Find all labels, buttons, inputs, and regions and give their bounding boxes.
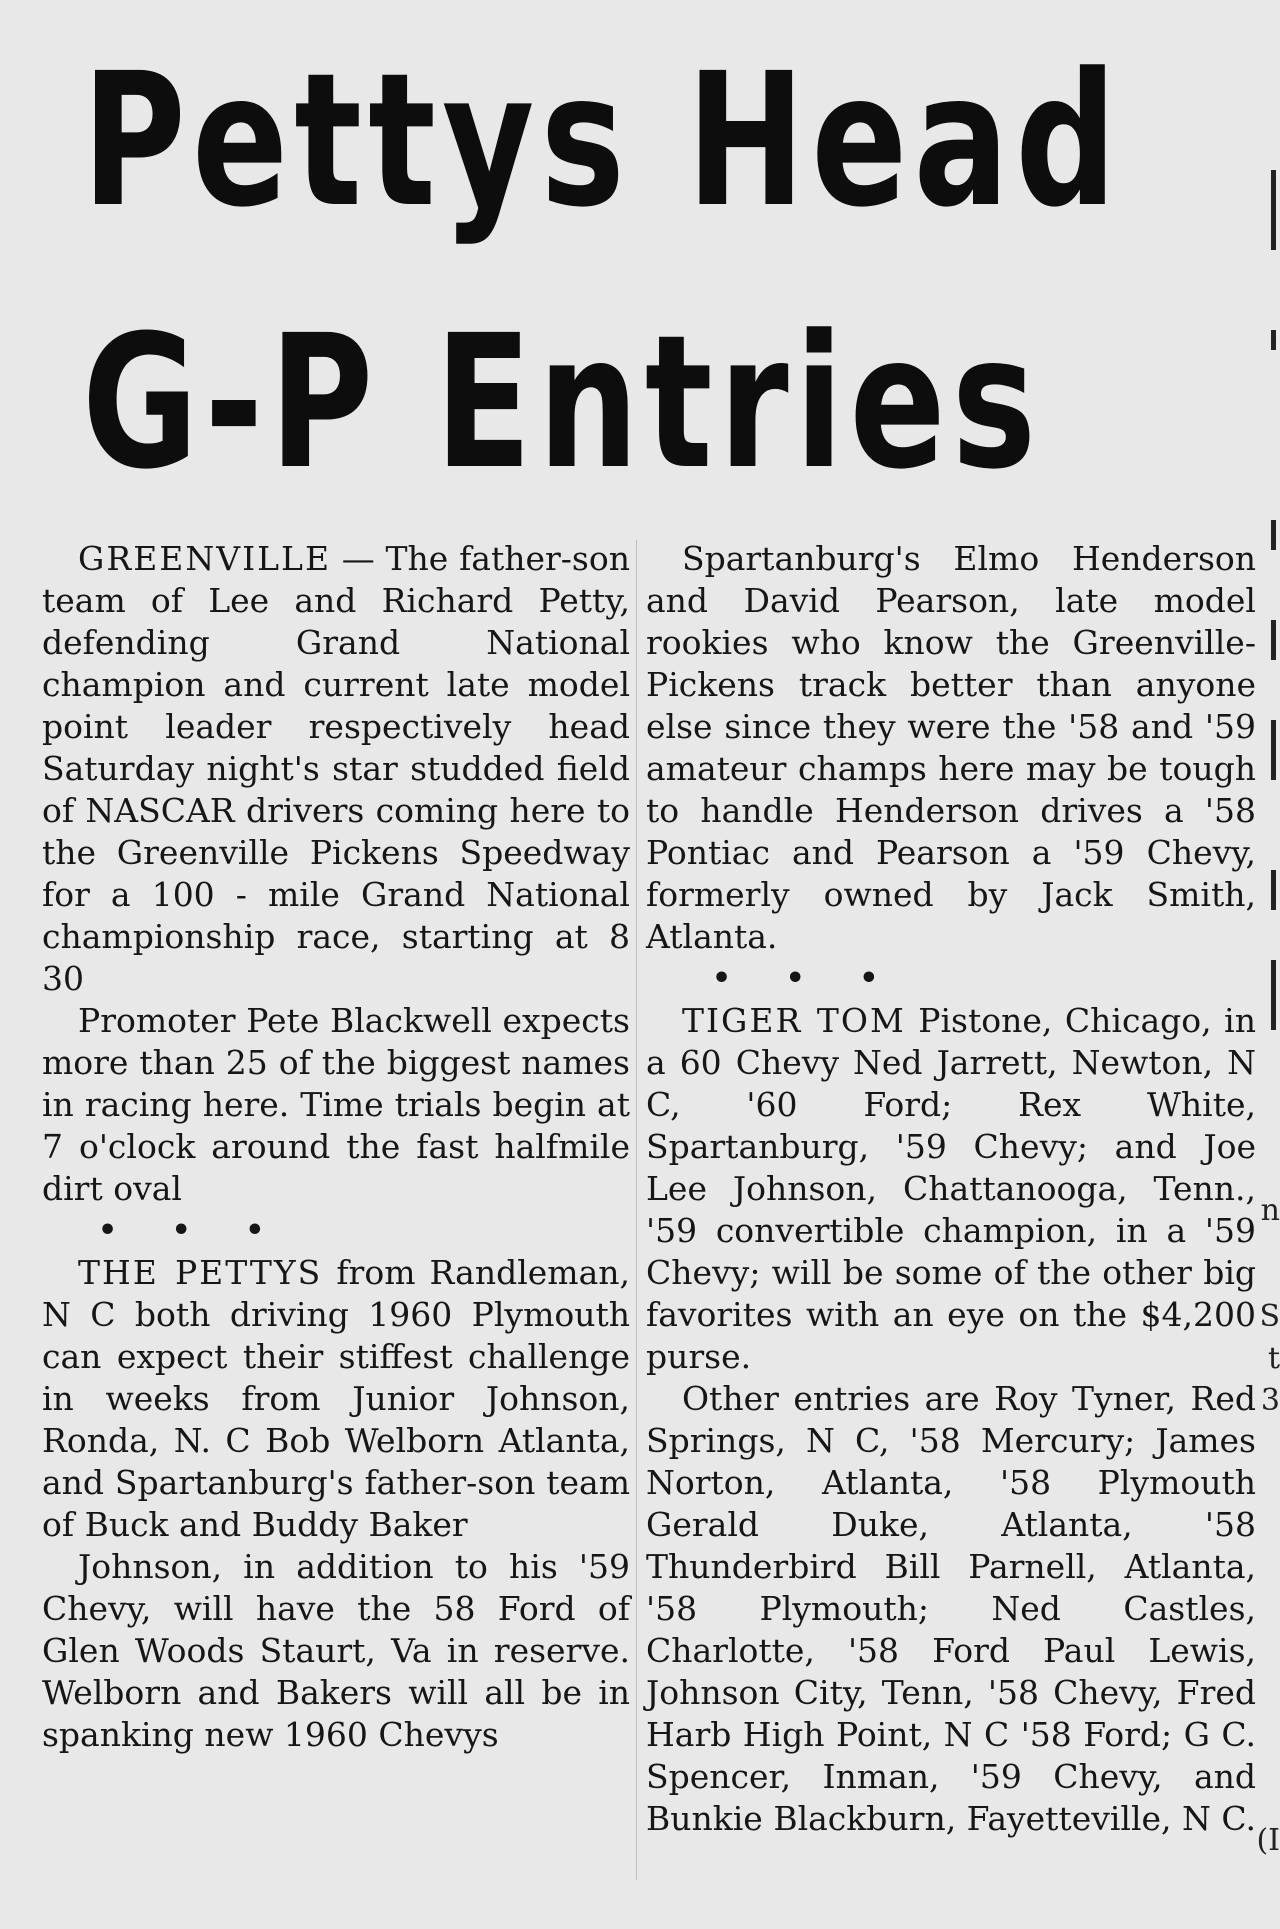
paragraph-3 bbox=[42, 1252, 630, 1546]
paragraph-1-text: — The father-son team of Lee and Richard Petty, defending Grand National champion and current late model point leader respectively head Saturday night's star studded field of NASCAR drivers coming here to the Greenville Pickens Speedway for a 100 - mile Grand National championship race, starting at 8 30 bbox=[42, 539, 630, 998]
article-column-1 bbox=[42, 538, 630, 1756]
paragraph-6 bbox=[646, 1000, 1256, 1378]
edge-mark bbox=[1271, 330, 1276, 350]
edge-mark bbox=[1271, 620, 1276, 660]
paragraph-2: Promoter Pete Blackwell expects more than 25 of the biggest names in racing here. Time trials begin at 7 o'clock around the fast halfmile dirt oval bbox=[42, 1001, 630, 1208]
edge-mark bbox=[1271, 960, 1276, 1030]
paragraph-3-leadin: THE PETTYS bbox=[78, 1253, 323, 1292]
edge-letter: n bbox=[1260, 1193, 1280, 1228]
edge-letter: 3 bbox=[1260, 1383, 1280, 1418]
adjacent-column-edge bbox=[1256, 0, 1280, 1929]
paragraph-6-text: Pistone, Chicago, in a 60 Chevy Ned Jarrett, Newton, N C, '60 Ford; Rex White, Spartanburg, '59 Chevy; and Joe Lee Johnson, Chattanooga, Tenn., '59 convertible champion, in a '59 Chevy; will be some of the other big favorites with an eye on the $4,200 purse. bbox=[646, 1001, 1256, 1376]
edge-mark bbox=[1271, 870, 1276, 910]
section-separator: • • • bbox=[98, 1213, 287, 1248]
dateline: GREENVILLE bbox=[78, 539, 332, 578]
paragraph-7: Other entries are Roy Tyner, Red Springs, N C, '58 Mercury; James Norton, Atlanta, '58 Plymouth Gerald Duke, Atlanta, '58 Thunderbird Bill Parnell, Atlanta, '58 Plymouth; Ned Castles, Charlotte, '58 Ford Paul Lewis, Johnson City, Tenn, '58 Chevy, Fred Harb High Point, N C '58 Ford; G C. Spencer, Inman, '59 Chevy, and Bunkie Blackburn, Fayetteville, N C. bbox=[646, 1379, 1256, 1838]
paragraph-4: Johnson, in addition to his '59 Chevy, will have the 58 Ford of Glen Woods Staurt, Va in reserve. Welborn and Bakers will all be in spanking new 1960 Chevys bbox=[42, 1547, 630, 1754]
paragraph-3-text: from Randleman, N C both driving 1960 Plymouth can expect their stiffest challenge in weeks from Junior Johnson, Ronda, N. C Bob Welborn Atlanta, and Spartanburg's father-son team of Buck and Buddy Baker bbox=[42, 1253, 630, 1544]
headline-line-1: Pettys Head bbox=[82, 34, 1123, 248]
column-rule bbox=[636, 540, 637, 1880]
paragraph-6-leadin: TIGER TOM bbox=[682, 1001, 906, 1040]
edge-letter: t bbox=[1267, 1341, 1280, 1376]
article-column-2 bbox=[646, 538, 1256, 1840]
edge-letter: (I bbox=[1256, 1823, 1280, 1858]
paragraph-5: Spartanburg's Elmo Henderson and David Pearson, late model rookies who know the Greenville-Pickens track better than anyone else since they were the '58 and '59 amateur champs here may be tough to handle Henderson drives a '58 Pontiac and Pearson a '59 Chevy, formerly owned by Jack Smith, Atlanta. bbox=[646, 539, 1256, 956]
section-separator: • • • bbox=[712, 961, 901, 996]
paragraph-1 bbox=[42, 538, 630, 1000]
edge-mark bbox=[1271, 170, 1276, 250]
edge-letter: S bbox=[1259, 1299, 1280, 1334]
edge-mark bbox=[1271, 520, 1276, 550]
headline bbox=[82, 10, 1280, 534]
edge-mark bbox=[1271, 720, 1276, 780]
headline-line-2: G-P Entries bbox=[82, 296, 1043, 510]
